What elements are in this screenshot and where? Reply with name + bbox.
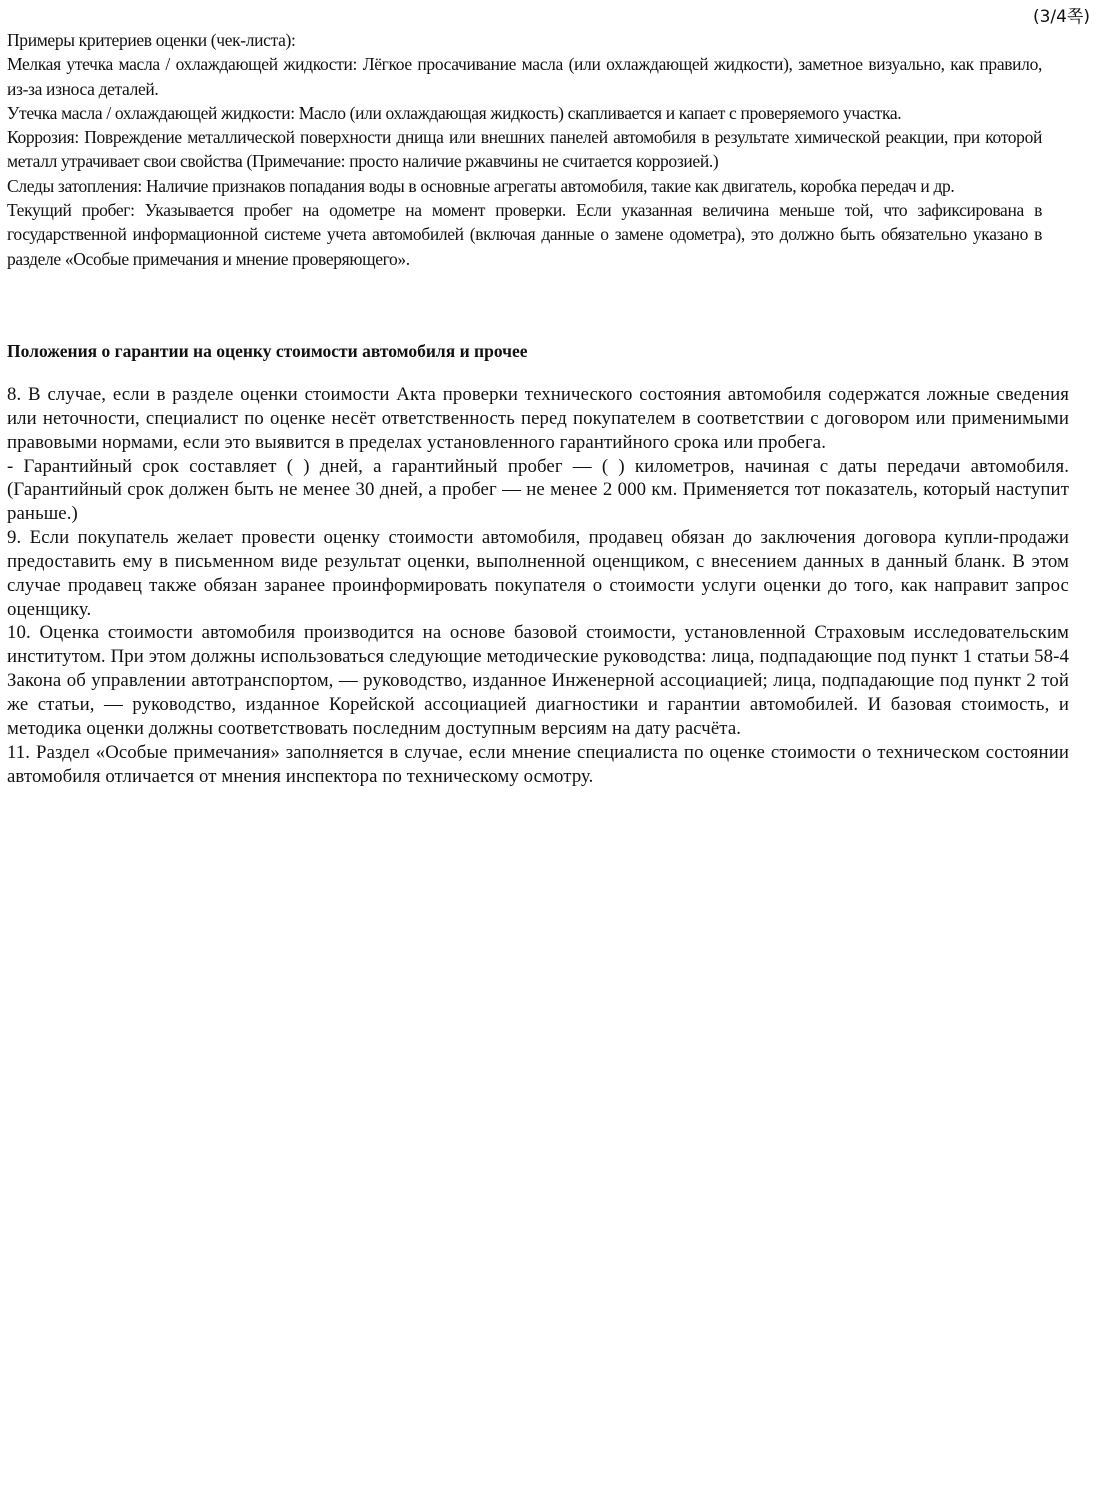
provision-10: 10. Оценка стоимости автомобиля производится на основе базовой стоимости, установленной Страховым исследовательским институтом. При этом должны использоваться следующие методические руководства: лица, подпадающие под пункт 1 статьи 58-4 Закона об управлении автотранспортом, — руководство, изданное Инженерной ассоциацией; лица, подпадающие под пункт 2 той же статьи, — руководство, изданное Корейской ассоциацией диагностики и гарантии автомобилей. И базовая стоимость, и методика оценки должны соответствовать последним доступным версиям на дату расчёта. <box>7 622 1069 739</box>
checklist-item-flood: Следы затопления: Наличие признаков попадания воды в основные агрегаты автомобиля, такие как двигатель, коробка передач и др. <box>7 175 955 196</box>
provision-9: 9. Если покупатель желает провести оценку стоимости автомобиля, продавец обязан до заключения договора купли-продажи предоставить ему в письменном виде результат оценки, выполненной оценщиком, с внесением данных в данный бланк. В этом случае продавец также обязан заранее проинформировать покупателя о стоимости услуги оценки до того, как направит запрос оценщику. <box>7 527 1069 620</box>
provision-8-warranty-term: - Гарантийный срок составляет ( ) дней, а гарантийный пробег — ( ) километров, начиная с даты передачи автомобиля. (Гарантийный срок должен быть не менее 30 дней, а пробег — не менее 2 000 км. Применяется тот показатель, который наступит раньше.) <box>7 455 1069 525</box>
checklist-examples <box>7 28 1042 271</box>
checklist-heading: Примеры критериев оценки (чек-листа): <box>7 30 296 50</box>
page-indicator: (3/4쪽) <box>1032 7 1090 27</box>
checklist-item-mileage: Текущий пробег: Указывается пробег на одометре на момент проверки. Если указанная величина меньше той, что зафиксирована в государственной информационной системе учета автомобилей (включая данные о замене одометра), это должно быть обязательно указано в разделе «Особые примечания и мнение проверяющего». <box>7 200 1042 269</box>
provision-8: 8. В случае, если в разделе оценки стоимости Акта проверки технического состояния автомобиля содержатся ложные сведения или неточности, специалист по оценке несёт ответственность перед покупателем в соответствии с договором или применимыми правовыми нормами, если это выявится в пределах установленного гарантийного срока или пробега. <box>7 384 1069 453</box>
checklist-item-corrosion: Коррозия: Повреждение металлической поверхности днища или внешних панелей автомобиля в результате химической реакции, при которой металл утрачивает свои свойства (Примечание: просто наличие ржавчины не считается коррозией.) <box>7 127 1042 172</box>
checklist-item-minor-leak: Мелкая утечка масла / охлаждающей жидкости: Лёгкое просачивание масла (или охлаждающей жидкости), заметное визуально, как правило, из-за износа деталей. <box>7 54 1042 99</box>
checklist-item-leak: Утечка масла / охлаждающей жидкости: Масло (или охлаждающая жидкость) скапливается и капает с проверяемого участка. <box>7 102 902 123</box>
section-title: Положения о гарантии на оценку стоимости автомобиля и прочее <box>7 341 528 361</box>
provision-11: 11. Раздел «Особые примечания» заполняется в случае, если мнение специалиста по оценке стоимости о техническом состоянии автомобиля отличается от мнения инспектора по техническому осмотру. <box>7 741 1069 787</box>
warranty-provisions <box>7 383 1069 788</box>
